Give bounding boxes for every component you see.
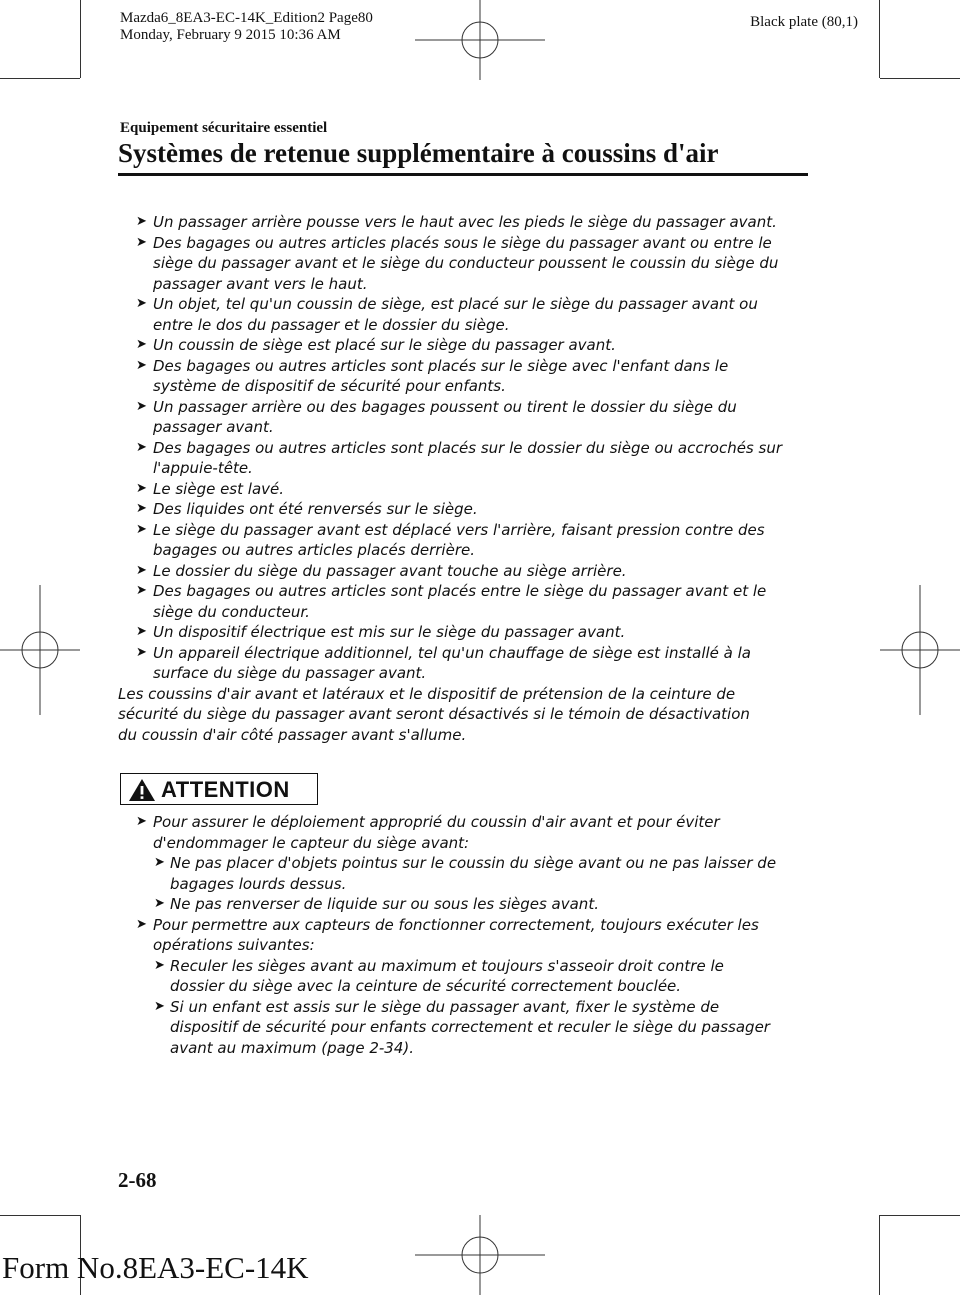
bullet-arrow-icon: ➤ xyxy=(136,562,147,578)
bullet-arrow-icon: ➤ xyxy=(136,357,147,373)
print-meta-line: Mazda6_8EA3-EC-14K_Edition2 Page80 xyxy=(120,10,373,26)
attention-item-text: bagages lourds dessus. xyxy=(170,874,347,893)
attention-item-text: dossier du siège avec la ceinture de sécurité correctement bouclée. xyxy=(170,977,682,995)
list-item xyxy=(118,561,808,582)
bullet-arrow-icon: ➤ xyxy=(136,337,147,352)
list-item-text: Un objet, tel qu'un coussin de siège, est placé sur le siège du passager avant ou xyxy=(153,295,758,313)
attention-item-text: Ne pas placer d'objets pointus sur le coussin du siège avant ou ne pas laisser de xyxy=(170,854,777,872)
bullet-arrow-icon: ➤ xyxy=(136,521,147,537)
print-meta-line: Monday, February 9 2015 10:36 AM xyxy=(120,27,341,43)
attention-item-continuation xyxy=(118,935,808,956)
list-item-text: Un coussin de siège est placé sur le siège du passager avant. xyxy=(153,336,616,354)
attention-item xyxy=(118,812,808,833)
bullet-arrow-icon: ➤ xyxy=(154,896,165,911)
bullet-arrow-icon: ➤ xyxy=(136,214,147,229)
plate-info: Black plate (80,1) xyxy=(750,14,858,30)
attention-label: ATTENTION xyxy=(161,777,290,802)
attention-item-text: opérations suivantes: xyxy=(153,936,315,954)
registration-mark-top xyxy=(415,0,545,80)
form-number: Form No.8EA3-EC-14K xyxy=(2,1250,309,1285)
list-item-text: Des bagages ou autres articles sont placés sur le siège avec l'enfant dans le xyxy=(153,356,729,375)
list-item-text: Un dispositif électrique est mis sur le siège du passager avant. xyxy=(153,623,626,641)
bullet-arrow-icon: ➤ xyxy=(136,439,147,455)
list-item xyxy=(118,479,808,500)
list-item-continuation xyxy=(118,663,808,684)
crop-mark xyxy=(0,1215,80,1216)
list-item xyxy=(118,520,808,541)
bullet-arrow-icon: ➤ xyxy=(136,583,147,598)
crop-mark xyxy=(879,1215,880,1295)
page-number: 2-68 xyxy=(118,1168,157,1192)
closing-paragraph-line: sécurité du siège du passager avant seront désactivés si le témoin de désactivation xyxy=(118,705,750,723)
list-item-text: Le siège est lavé. xyxy=(153,479,285,498)
list-item xyxy=(118,356,808,377)
title-rule xyxy=(118,173,808,176)
list-item-continuation xyxy=(118,458,808,479)
attention-item-text: avant au maximum (page 2-34). xyxy=(170,1038,414,1057)
bullet-arrow-icon: ➤ xyxy=(136,624,147,639)
crop-mark xyxy=(880,1215,960,1216)
list-item-continuation xyxy=(118,315,808,336)
list-item-text: Des bagages ou autres articles sont placés entre le siège du passager avant et le xyxy=(153,582,767,600)
list-item xyxy=(118,581,808,602)
list-item xyxy=(118,294,808,315)
attention-item-continuation xyxy=(118,874,808,895)
warning-triangle-icon xyxy=(128,778,156,802)
list-item-text: Un passager arrière ou des bagages poussent ou tirent le dossier du siège du xyxy=(153,397,737,416)
attention-item-continuation xyxy=(118,1038,808,1059)
crop-mark xyxy=(879,0,880,78)
list-item xyxy=(118,643,808,664)
list-item-text: passager avant vers le haut. xyxy=(153,274,368,293)
bullet-arrow-icon: ➤ xyxy=(154,855,165,870)
bullet-arrow-icon: ➤ xyxy=(136,296,147,311)
crop-mark xyxy=(880,78,960,79)
crop-mark xyxy=(80,0,81,78)
closing-paragraph-line: Les coussins d'air avant et latéraux et le dispositif de prétension de la ceinture de xyxy=(118,684,736,703)
list-item-continuation xyxy=(118,417,808,438)
attention-item-text: d'endommager le capteur du siège avant: xyxy=(153,833,470,852)
bullet-arrow-icon: ➤ xyxy=(136,814,147,829)
bullet-arrow-icon: ➤ xyxy=(136,234,147,250)
list-item-text: siège du passager avant et le siège du conducteur poussent le coussin du siège du xyxy=(153,254,779,272)
list-item xyxy=(118,335,808,356)
attention-item-continuation xyxy=(118,1017,808,1038)
attention-item-text: Reculer les sièges avant au maximum et toujours s'asseoir droit contre le xyxy=(170,956,724,975)
list-item-text: Un passager arrière pousse vers le haut avec les pieds le siège du passager avant. xyxy=(153,213,777,231)
registration-mark-left xyxy=(0,585,80,715)
attention-item-continuation xyxy=(118,976,808,997)
closing-paragraph-line: du coussin d'air côté passager avant s'allume. xyxy=(118,725,467,744)
page-title: Systèmes de retenue supplémentaire à coussins d'air xyxy=(118,138,719,168)
registration-mark-bottom xyxy=(415,1215,545,1295)
list-item-continuation xyxy=(118,540,808,561)
bullet-arrow-icon: ➤ xyxy=(154,957,165,973)
condition-list xyxy=(118,212,808,745)
attention-item xyxy=(118,894,808,915)
list-item-text: bagages ou autres articles placés derrière. xyxy=(153,541,475,559)
attention-banner xyxy=(120,773,318,805)
crop-mark xyxy=(0,78,80,79)
list-item xyxy=(118,397,808,418)
list-item-text: passager avant. xyxy=(153,418,274,436)
list-item-continuation xyxy=(118,376,808,397)
list-item-text: système de dispositif de sécurité pour enfants. xyxy=(153,377,506,395)
list-item xyxy=(118,499,808,520)
bullet-arrow-icon: ➤ xyxy=(136,644,147,660)
attention-item-text: Pour permettre aux capteurs de fonctionner correctement, toujours exécuter les xyxy=(153,915,759,934)
list-item-text: Des liquides ont été renversés sur le siège. xyxy=(153,500,478,518)
bullet-arrow-icon: ➤ xyxy=(154,998,165,1014)
registration-mark-right xyxy=(880,585,960,715)
attention-item-text: dispositif de sécurité pour enfants correctement et reculer le siège du passager xyxy=(170,1018,770,1036)
list-item xyxy=(118,438,808,459)
attention-item xyxy=(118,997,808,1018)
attention-item xyxy=(118,915,808,936)
list-item-continuation xyxy=(118,274,808,295)
list-item-text: entre le dos du passager et le dossier du siège. xyxy=(153,315,510,334)
attention-item-continuation xyxy=(118,833,808,854)
print-metadata xyxy=(120,10,373,44)
list-item-text: surface du siège du passager avant. xyxy=(153,664,427,682)
list-item-text: Le siège du passager avant est déplacé vers l'arrière, faisant pression contre des xyxy=(153,520,765,539)
list-item-continuation xyxy=(118,602,808,623)
list-item-text: Des bagages ou autres articles sont placés sur le dossier du siège ou accrochés sur xyxy=(153,438,782,457)
list-item xyxy=(118,212,808,233)
attention-item-text: Pour assurer le déploiement approprié du coussin d'air avant et pour éviter xyxy=(153,813,720,831)
bullet-arrow-icon: ➤ xyxy=(136,916,147,932)
attention-item-text: Si un enfant est assis sur le siège du passager avant, fixer le système de xyxy=(170,997,720,1016)
list-item-text: siège du conducteur. xyxy=(153,602,310,621)
list-item xyxy=(118,233,808,254)
list-item-continuation xyxy=(118,253,808,274)
list-item-text: l'appuie-tête. xyxy=(153,459,253,477)
bullet-arrow-icon: ➤ xyxy=(136,480,147,496)
list-item xyxy=(118,622,808,643)
attention-list xyxy=(118,812,808,1058)
bullet-arrow-icon: ➤ xyxy=(136,398,147,414)
attention-item xyxy=(118,853,808,874)
attention-item xyxy=(118,956,808,977)
list-item-text: Des bagages ou autres articles placés sous le siège du passager avant ou entre le xyxy=(153,233,772,252)
bullet-arrow-icon: ➤ xyxy=(136,501,147,516)
attention-item-text: Ne pas renverser de liquide sur ou sous les sièges avant. xyxy=(170,895,599,913)
section-label: Equipement sécuritaire essentiel xyxy=(120,120,328,136)
list-item-text: Un appareil électrique additionnel, tel qu'un chauffage de siège est installé à la xyxy=(153,643,751,662)
list-item-text: Le dossier du siège du passager avant touche au siège arrière. xyxy=(153,561,627,580)
